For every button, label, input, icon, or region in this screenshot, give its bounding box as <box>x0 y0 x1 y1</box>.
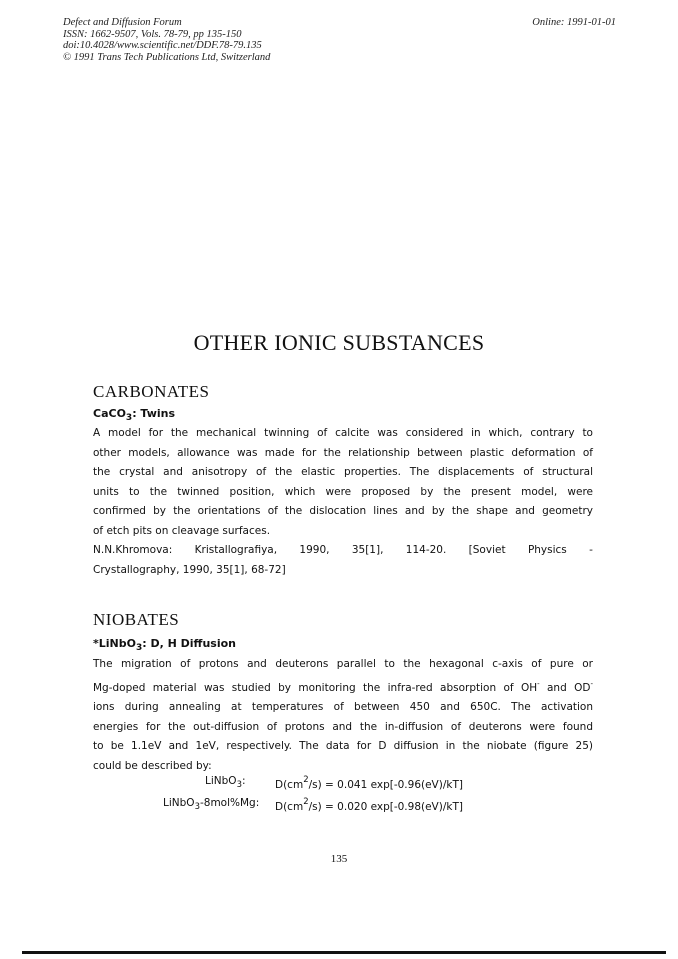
paragraph-line: ions during annealing at temperatures of between 450 and 650C. The activation <box>93 701 593 714</box>
line-text: and OD <box>539 681 591 694</box>
linbo3-topic: : D, H Diffusion <box>142 637 236 650</box>
bottom-rule <box>22 951 666 954</box>
eq-rhs: /s) = 0.041 exp[-0.96(eV)/kT] <box>308 779 463 791</box>
ref-author: N.N.Khromova: <box>93 544 173 556</box>
equation-linbo3-expression <box>275 775 463 791</box>
ref-pages: 114-20. <box>405 544 447 556</box>
eq-lhs: D(cm <box>275 779 304 791</box>
equation-linbo3-mg-expression <box>275 797 463 813</box>
caco3-topic: : Twins <box>132 407 176 420</box>
eq-lhs: D(cm <box>275 801 304 813</box>
niobates-paragraph <box>93 655 593 777</box>
line-text: Mg-doped material was studied by monitoring the infra-red absorption of OH <box>93 681 538 694</box>
paragraph-line: of etch pits on cleavage surfaces. <box>93 524 271 537</box>
section-heading-niobates: NIOBATES <box>93 610 180 629</box>
superscript-minus: - <box>590 679 594 688</box>
equation-linbo3 <box>205 775 246 790</box>
caco3-subscript: 3 <box>125 413 133 423</box>
subsection-heading-caco3 <box>93 407 175 423</box>
eq-colon: : <box>241 775 246 787</box>
reference-line-1 <box>93 541 593 561</box>
section-heading-carbonates: CARBONATES <box>93 382 210 401</box>
subsection-heading-linbo3 <box>93 637 236 653</box>
linbo3-formula: *LiNbO <box>93 637 136 650</box>
paragraph-line: the crystal and anisotropy of the elastic properties. The displacements of structural <box>93 466 593 479</box>
page-title: OTHER IONIC SUBSTANCES <box>193 330 485 355</box>
ref-volume: 35[1], <box>351 544 384 556</box>
linbo3-subscript: 3 <box>135 643 143 653</box>
copyright-line: © 1991 Trans Tech Publications Ltd, Switzerland <box>63 51 271 63</box>
paragraph-line: to be 1.1eV and 1eV, respectively. The data for D diffusion in the niobate (figure 25) <box>93 740 593 753</box>
reference-line-2: Crystallography, 1990, 35[1], 68-72] <box>93 563 286 576</box>
issn-line: ISSN: 1662-9507, Vols. 78-79, pp 135-150 <box>63 28 242 40</box>
paragraph-line: The migration of protons and deuterons parallel to the hexagonal c-axis of pure or <box>93 658 593 670</box>
online-date: Online: 1991-01-01 <box>532 17 616 28</box>
carbonates-paragraph <box>93 424 593 542</box>
ref-journal: Kristallografiya, <box>194 544 278 556</box>
caco3-formula: CaCO <box>93 407 126 420</box>
ref-translation-1: [Soviet <box>468 544 506 556</box>
paragraph-line: units to the twinned position, which were proposed by the present model, were <box>93 485 593 498</box>
equation-linbo3-mg <box>163 797 259 812</box>
paragraph-line: could be described by: <box>93 759 212 772</box>
eq-superscript: 2 <box>303 797 309 807</box>
eq-rhs: /s) = 0.020 exp[-0.98(eV)/kT] <box>308 801 463 813</box>
carbonates-reference <box>93 541 593 580</box>
ref-dash: - <box>589 544 593 556</box>
journal-name: Defect and Diffusion Forum <box>63 17 182 28</box>
eq-superscript: 2 <box>303 775 309 785</box>
ref-translation-2: Physics <box>527 544 567 556</box>
eq-dopant: -8mol%Mg: <box>199 797 260 809</box>
doi-line: doi:10.4028/www.scientific.net/DDF.78-79.135 <box>63 40 262 51</box>
eq-subscript: 3 <box>194 802 200 812</box>
paragraph-line: other models, allowance was made for the relationship between plastic deformation of <box>93 446 593 459</box>
paragraph-line <box>93 675 593 699</box>
page-number: 135 <box>330 853 348 865</box>
superscript-minus: - <box>537 679 540 688</box>
eq-material: LiNbO <box>163 797 195 809</box>
paragraph-line: energies for the out-diffusion of protons and the in-diffusion of deuterons were found <box>93 720 593 733</box>
ref-year: 1990, <box>299 544 330 556</box>
journal-header <box>63 17 270 63</box>
paragraph-line: confirmed by the orientations of the dislocation lines and by the shape and geometry <box>93 505 593 518</box>
eq-subscript: 3 <box>236 780 242 790</box>
eq-material: LiNbO <box>205 775 237 787</box>
paragraph-line: A model for the mechanical twinning of calcite was considered in which, contrary to <box>93 427 593 439</box>
